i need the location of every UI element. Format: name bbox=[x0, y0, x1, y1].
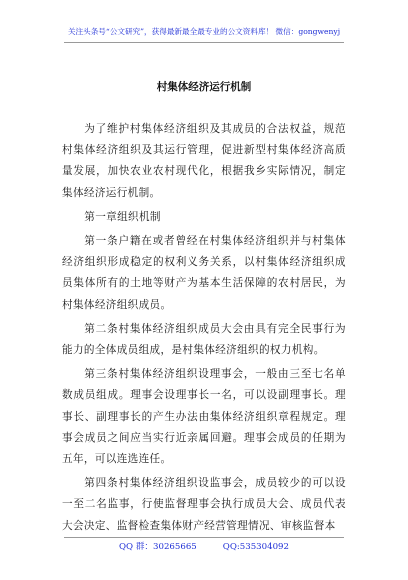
document-body bbox=[62, 119, 346, 540]
footer-contacts bbox=[0, 541, 408, 553]
paragraph-article-1: 第一条户籍在或者曾经在村集体经济组织并与村集体经济组织形成稳定的权利义务关系，以村集体经济组织成员集体所有的土地等财产为基本生活保障的农村居民，为村集体经济组织成员。 bbox=[62, 235, 346, 311]
chapter-heading: 第一章组织机制 bbox=[84, 210, 161, 223]
paragraph-article-3: 第三条村集体经济组织设理事会，一般由三至七名单数成员组成。理事会设理事长一名，可以设副理事长。理事长、副理事长的产生办法由集体经济组织章程规定。理事会成员之间应当实行近亲属回避。理事会成员的任期为五年，可以连选连任。 bbox=[62, 368, 346, 466]
qq-group-text: QQ 群：30265665 bbox=[119, 542, 197, 552]
paragraph-article-4: 第四条村集体经济组织设监事会，成员较少的可以设一至二名监事，行使监督理事会执行成员大会、成员代表大会决定、监督检查集体财产经营管理情况、审核监督本 bbox=[62, 477, 346, 532]
paragraph-intro: 为了维护村集体经济组织及其成员的合法权益，规范村集体经济组织及其运行管理，促进新型村集体经济高质量发展，加快农业农村现代化，根据我乡实际情况，制定集体经济运行机制。 bbox=[62, 123, 346, 199]
qq-number-text: QQ:535304092 bbox=[222, 542, 289, 552]
header-divider bbox=[64, 42, 344, 43]
footer-divider bbox=[64, 537, 344, 538]
paragraph-article-2: 第二条村集体经济组织成员大会由具有完全民事行为能力的全体成员组成，是村集体经济组织的权力机构。 bbox=[62, 322, 346, 357]
header-banner: 关注头条号“公文研究”，获得最新最全最专业的公文资料库！ 微信：gongwenyj bbox=[67, 27, 341, 36]
document-title: 村集体经济运行机制 bbox=[156, 81, 252, 93]
